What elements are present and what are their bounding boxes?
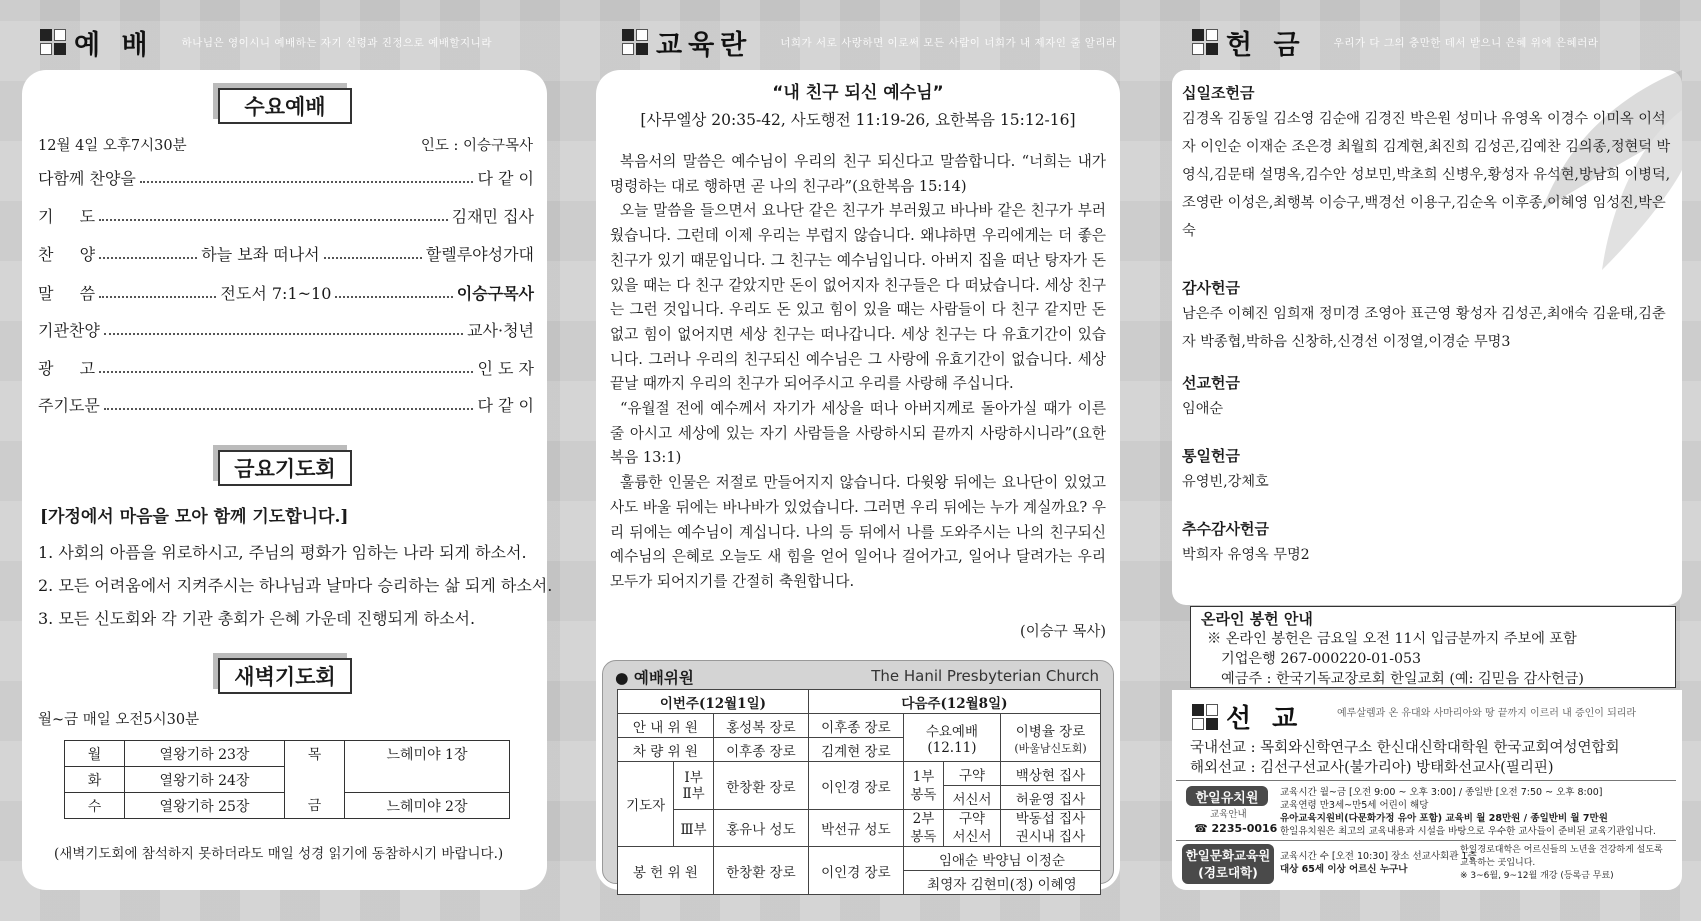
member-name: 이후종 장로 xyxy=(808,714,903,738)
order-row xyxy=(38,393,534,416)
member-name: 이후종 장로 xyxy=(713,738,808,762)
online-bank: 기업은행 267-000220-01-053 xyxy=(1221,651,1422,667)
order-row xyxy=(38,281,534,304)
dawn-chapter: 열왕기하 25장 xyxy=(125,793,285,819)
order-label: 기 도 xyxy=(38,207,96,226)
leader-dots xyxy=(99,257,197,259)
divider xyxy=(1176,780,1676,781)
wed-heading: 수요예배 xyxy=(218,88,352,124)
kinder-line: 교육시간 월~금 [오전 9:00 ~ 오후 3:00] / 종일반 [오전 7:50 ~ 오후 8:00] xyxy=(1280,787,1603,798)
group-names: 남은주 이혜진 임희재 정미경 조영아 표근영 황성자 김성곤,최애숙 김윤태,김춘자 박종협,박하음 신창하,신경선 이정열,이경순 무명3 xyxy=(1182,306,1666,350)
service-label: 2부 봉독 xyxy=(903,810,943,847)
dawn-table xyxy=(64,740,510,819)
senior-line: ※ 3~6월, 9~12월 개강 (등록금 무료) xyxy=(1460,871,1614,881)
role-label: 기도자 xyxy=(618,762,674,847)
offering-group xyxy=(1182,372,1672,423)
mission-title: 선 교 xyxy=(1226,704,1304,734)
wed-date: 12월 4일 오후7시30분 xyxy=(38,138,187,154)
education-panel xyxy=(596,70,1120,893)
online-note: ※ 온라인 봉헌은 금요일 오전 11시 입금분까지 주보에 포함 xyxy=(1207,631,1577,647)
member-name: 박선규 성도 xyxy=(808,810,903,847)
prayer-1: 1. 사회의 아픔을 위로하시고, 주님의 평화가 임하는 나라 되게 하소서. xyxy=(38,543,527,562)
article-paragraph: “유월절 전에 예수께서 자기가 세상을 떠나 아버지께로 돌아가실 때가 이른 줄 아시고 세상에 있는 자기 사람들을 사랑하시되 끝까지 사랑하시니라”(요한복음 13:1) xyxy=(610,400,1106,467)
worship-verse: 하나님은 영이시니 예배하는 자기 신령과 진정으로 예배할지니라 xyxy=(181,36,492,49)
dawn-chapter: 느헤미야 2장 xyxy=(345,793,510,819)
offering-group xyxy=(1182,518,1672,569)
leader-dots xyxy=(335,296,452,298)
senior-badge: 한일문화교육원 (경로대학) xyxy=(1182,844,1274,884)
kinder-line: 교육연령 만3세~만5세 어린이 해당 xyxy=(1280,800,1429,811)
offering-header xyxy=(1192,20,1598,64)
service-label: 1부 봉독 xyxy=(903,762,943,810)
member-name: 박동섭 집사 권시내 집사 xyxy=(1001,810,1101,847)
article-body xyxy=(610,150,1106,595)
dawn-day: 수 xyxy=(65,793,125,819)
dawn-day: 화 xyxy=(65,767,125,793)
squares-icon xyxy=(622,29,648,55)
member-name: 한창환 장로 xyxy=(713,847,808,895)
senior-line: 교육시간 수 [오전 10:30] 장소 선교사회관 1층 xyxy=(1280,851,1477,862)
group-name: 선교헌금 xyxy=(1182,374,1240,392)
kinder-info-label: 교육안내 xyxy=(1210,809,1247,820)
order-row xyxy=(38,166,534,189)
member-name: 김계현 장로 xyxy=(808,738,903,762)
senior-line: 한일경로대학은 어르신들의 노년을 건강하게 설도록 xyxy=(1460,845,1663,855)
worship-title: 예 배 xyxy=(74,29,154,61)
order-row xyxy=(38,242,534,265)
role-label: 차 량 위 원 xyxy=(618,738,714,762)
senior-line: 대상 65세 이상 어르신 누구나 xyxy=(1280,864,1408,875)
role-label: 봉 헌 위 원 xyxy=(618,847,714,895)
education-title: 교육란 xyxy=(656,29,753,61)
order-person: 다 같 이 xyxy=(477,396,534,415)
group-name: 통일헌금 xyxy=(1182,447,1240,465)
service-label: Ⅲ부 xyxy=(674,810,714,847)
leader-dots xyxy=(99,371,473,373)
group-name: 감사헌금 xyxy=(1182,279,1240,297)
worship-header xyxy=(40,20,492,64)
online-box xyxy=(1190,606,1676,688)
offering-title: 헌 금 xyxy=(1226,29,1306,61)
mission-verse: 예루살렘과 온 유대와 사마리아와 땅 끝까지 이르러 내 증인이 되리라 xyxy=(1337,708,1637,719)
article-author: (이승구 목사) xyxy=(1020,624,1106,640)
reading-label: 구약 xyxy=(944,762,1001,786)
leader-dots xyxy=(324,257,422,259)
offering-group xyxy=(1182,82,1672,255)
order-content: 전도서 7:1~10 xyxy=(220,284,332,303)
order-row xyxy=(38,204,534,227)
next-week-header: 다음주(12월8일) xyxy=(808,690,1100,714)
article-paragraph: 복음서의 말씀은 예수님이 우리의 친구 되신다고 말씀합니다. “너희는 내가 명령하는 대로 행하면 곧 나의 친구라”(요한복음 15:14) xyxy=(610,153,1106,195)
wed-leader: 인도 : 이승구목사 xyxy=(420,138,533,154)
offering-panel xyxy=(1172,70,1682,605)
order-person: 이승구목사 xyxy=(456,284,535,303)
member-name: 이인경 장로 xyxy=(808,847,903,895)
online-title: 온라인 봉헌 안내 xyxy=(1201,610,1313,628)
fri-heading: 금요기도회 xyxy=(218,450,352,486)
member-name: 한창환 장로 xyxy=(713,762,808,810)
education-verse: 너희가 서로 사랑하면 이로써 모든 사람이 너희가 내 제자인 줄 알리라 xyxy=(780,36,1117,49)
leader-dots xyxy=(104,408,474,410)
leader-dots xyxy=(99,219,448,221)
member-name: 이인경 장로 xyxy=(808,762,903,810)
mission-header xyxy=(1192,698,1303,735)
order-label: 말 씀 xyxy=(38,284,96,303)
member-name: 백상현 집사 xyxy=(1001,762,1101,786)
group-names: 김경옥 김동일 김소영 김순애 김경진 박은원 성미나 유영옥 이경수 이미옥 이석자 이인순 이재순 조은경 최월희 김계현,최진희 김성곤,김예찬 김의종,정현덕 박영식,김문태 설명옥,김수안 성보민,박초희 신병우,황성자 유석현,방남희 이병덕,조영란 이성은,최행복 이승구,백경선 이용구,김순옥 이후종,이혜영 임성진,박은숙 xyxy=(1182,111,1671,239)
order-label: 주기도문 xyxy=(38,396,100,415)
group-name: 십일조헌금 xyxy=(1182,84,1255,102)
mission-overseas: 해외선교 : 김선구선교사(불가리아) 방태화선교사(필리핀) xyxy=(1190,760,1554,776)
committee-table xyxy=(617,689,1101,895)
order-person: 교사·청년 xyxy=(467,321,534,340)
member-name: 임애순 박양님 이정순 xyxy=(903,847,1100,871)
offering-group xyxy=(1182,445,1672,496)
kinder-badge: 한일유치원 xyxy=(1186,786,1268,806)
group-names: 유영빈,강체호 xyxy=(1182,474,1269,490)
order-person: 인 도 자 xyxy=(477,359,534,378)
order-label: 기관찬양 xyxy=(38,321,100,340)
education-header xyxy=(622,20,1117,64)
leader-dots xyxy=(99,296,216,298)
reading-label: 구약 서신서 xyxy=(944,810,1001,847)
member-name: 홍성복 장로 xyxy=(713,714,808,738)
squares-icon xyxy=(1192,704,1218,730)
squares-icon xyxy=(1192,29,1218,55)
divider xyxy=(1176,840,1676,841)
member-name: 최영자 김현미(정) 이혜영 xyxy=(903,871,1100,895)
article-title: “내 친구 되신 예수님” xyxy=(772,83,944,103)
role-label: 안 내 위 원 xyxy=(618,714,714,738)
kinder-phone: ☎ 2235-0016 xyxy=(1194,822,1278,835)
wed-next-leader: 이병율 장로 (바울남신도회) xyxy=(1001,714,1101,762)
article-refs: [사무엘상 20:35-42, 사도행전 11:19-26, 요한복음 15:12-16] xyxy=(640,111,1076,129)
dawn-day: 목 xyxy=(285,741,345,767)
dawn-day: 금 xyxy=(285,793,345,819)
committee-box xyxy=(602,660,1114,893)
order-label: 광 고 xyxy=(38,359,96,378)
this-week-header: 이번주(12월1일) xyxy=(618,690,809,714)
prayer-2: 2. 모든 어려움에서 지켜주시는 하나님과 날마다 승리하는 삶 되게 하소서. xyxy=(38,576,553,595)
committee-title: ● 예배위원 xyxy=(615,669,694,687)
dawn-day: 월 xyxy=(65,741,125,767)
dawn-heading: 새벽기도회 xyxy=(218,658,352,694)
order-row xyxy=(38,318,534,341)
group-name: 추수감사헌금 xyxy=(1182,520,1269,538)
group-names: 박희자 유영옥 무명2 xyxy=(1182,547,1310,563)
church-name: The Hanil Presbyterian Church xyxy=(871,667,1099,685)
mission-domestic: 국내선교 : 목회와신학연구소 한신대신학대학원 한국교회여성연합회 xyxy=(1190,740,1620,756)
member-name: 홍유나 성도 xyxy=(713,810,808,847)
kinder-line: 한일유치원은 최고의 교육내용과 시설을 바탕으로 우수한 교사들이 준비된 교육기관입니다. xyxy=(1280,826,1656,837)
leader-dots xyxy=(104,333,463,335)
member-name: 허윤영 집사 xyxy=(1001,786,1101,810)
kinder-line: 유아교육지원비(다문화가정 유아 포함) 교육비 월 28만원 / 종일반비 월 7만원 xyxy=(1280,813,1608,824)
online-holder: 예금주 : 한국기독교장로회 한일교회 (예: 김믿음 감사헌금) xyxy=(1221,671,1584,687)
dawn-chapter: 열왕기하 24장 xyxy=(125,767,285,793)
service-label: Ⅰ부 Ⅱ부 xyxy=(674,762,714,810)
article-paragraph: 훌륭한 인물은 저절로 만들어지지 않습니다. 다윗왕 뒤에는 요나단이 있었고 사도 바울 뒤에는 바나바가 있었습니다. 그러면 우리 뒤에는 누가 계실까요? 우리 뒤에는 예수님이 계십니다. 나의 등 뒤에서 나를 도와주시는 나의 친구되신 예수님의 은혜로 오늘도 새 힘을 얻어 일어나 걸어가고, 일어나 달려가는 우리 모두가 되어지기를 간절히 축원합니다. xyxy=(610,474,1106,590)
offering-verse: 우리가 다 그의 충만한 데서 받으니 은혜 위에 은혜러라 xyxy=(1333,36,1599,49)
dawn-chapter: 느헤미야 1장 xyxy=(345,741,510,767)
senior-line: 교육하는 곳입니다. xyxy=(1460,858,1536,868)
reading-label: 서신서 xyxy=(944,786,1001,810)
order-content: 하늘 보좌 떠나서 xyxy=(201,245,320,264)
offering-group xyxy=(1182,277,1672,356)
order-label: 찬 양 xyxy=(38,245,96,264)
order-label: 다함께 찬양을 xyxy=(38,169,136,188)
group-names: 임애순 xyxy=(1182,401,1224,417)
prayer-3: 3. 모든 신도회와 각 기관 총회가 은혜 가운데 진행되게 하소서. xyxy=(38,609,476,628)
order-person: 다 같 이 xyxy=(477,169,534,188)
dawn-note: (새벽기도회에 참석하지 못하더라도 매일 성경 읽기에 동참하시기 바랍니다.) xyxy=(54,846,504,862)
offering-groups xyxy=(1182,82,1672,569)
article-paragraph: 오늘 말씀을 들으면서 요나단 같은 친구가 부러웠고 바나바 같은 친구가 부러웠습니다. 그런데 이제 우리는 부럽지 않습니다. 왜냐하면 우리에게는 더 좋은 친구가 있기 때문입니다. 그 친구는 예수님입니다. 아버지 집을 떠난 탕자가 돈 있을 때는 다 친구 같았지만 돈이 없어지자 친구들은 다 떠났습니다. 세상 친구는 그런 것입니다. 우리도 돈 있고 힘이 있을 때는 사람들이 다 친구 같지만 돈 없고 힘이 없어지면 세상 친구는 떠나갑니다. 세상 친구는 다 유효기간이 있습니다. 그러나 우리의 친구되신 예수님은 그 사랑에 유효기간이 없습니다. 세상 끝날 때까지 우리의 친구가 되어주시고 우리를 사랑해 주십니다. xyxy=(610,202,1106,393)
leader-dots xyxy=(140,181,474,183)
order-row xyxy=(38,356,534,379)
fri-subtitle: [가정에서 마음을 모아 함께 기도합니다.] xyxy=(40,507,349,527)
squares-icon xyxy=(40,29,66,55)
wed-next: 수요예배 (12.11) xyxy=(903,714,1000,762)
dawn-chapter: 열왕기하 23장 xyxy=(125,741,285,767)
order-person: 김재민 집사 xyxy=(451,207,534,226)
order-person: 할렐루야성가대 xyxy=(425,245,535,264)
dawn-time: 월~금 매일 오전5시30분 xyxy=(38,712,200,728)
